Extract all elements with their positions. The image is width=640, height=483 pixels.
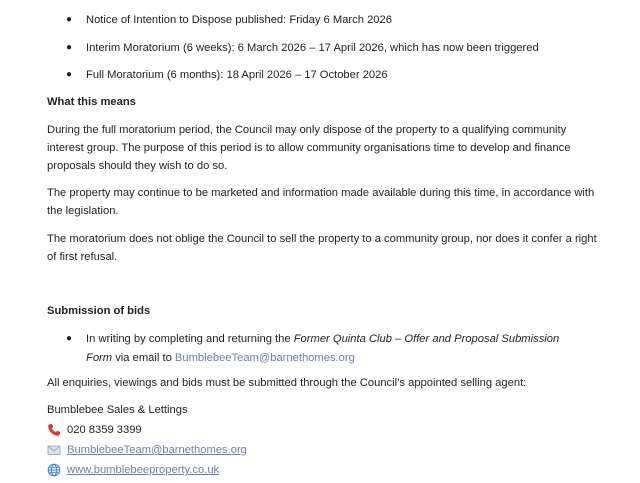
form-name: Former Quinta Club – Offer and Proposal Submission Form <box>86 333 560 364</box>
timeline-item-text: Full Moratorium (6 months): 18 April 2026 – 17 October 2026 <box>86 69 388 81</box>
submission-prefix: In writing by completing and returning the <box>86 333 294 345</box>
bullet-icon: ● <box>66 333 73 344</box>
timeline-item-text: Interim Moratorium (6 weeks): 6 March 2026 – 17 April 2026, which has now been triggered <box>86 42 539 54</box>
submission-bullet-text <box>86 330 586 368</box>
email-link[interactable]: BumblebeeTeam@barnethomes.org <box>174 352 355 364</box>
paragraph: The moratorium does not oblige the Council to sell the property to a community group, nor does it confer a right of first refusal. <box>47 233 597 263</box>
agent-email-link[interactable]: BumblebeeTeam@barnethomes.org <box>67 444 247 456</box>
envelope-icon <box>47 443 61 457</box>
website-link[interactable]: www.bumblebeeproperty.co.uk <box>67 464 220 476</box>
bullet-icon: ● <box>66 69 73 80</box>
bullet-icon: ● <box>66 42 73 53</box>
globe-icon <box>47 463 61 477</box>
timeline-item-text: Notice of Intention to Dispose published: Friday 6 March 2026 <box>86 14 392 26</box>
section-heading-what-this-means: What this means <box>47 96 136 108</box>
paragraph: During the full moratorium period, the Council may only dispose of the property to a qualifying community interest group. The purpose of this period is to allow community organisations time to develop and finance proposals should they wish to do so. <box>47 124 571 172</box>
enquiries-paragraph: All enquiries, viewings and bids must be submitted through the Council’s appointed selling agent: <box>47 377 527 389</box>
submission-middle: via email to <box>112 352 175 364</box>
phone-number: 020 8359 3399 <box>67 424 142 436</box>
agent-name: Bumblebee Sales & Lettings <box>47 404 188 416</box>
section-heading-submission-of-bids: Submission of bids <box>47 305 151 317</box>
bullet-icon: ● <box>66 14 73 25</box>
phone-icon <box>47 423 61 437</box>
paragraph: The property may continue to be marketed and information made available during this time, in accordance with the legislation. <box>47 187 595 217</box>
